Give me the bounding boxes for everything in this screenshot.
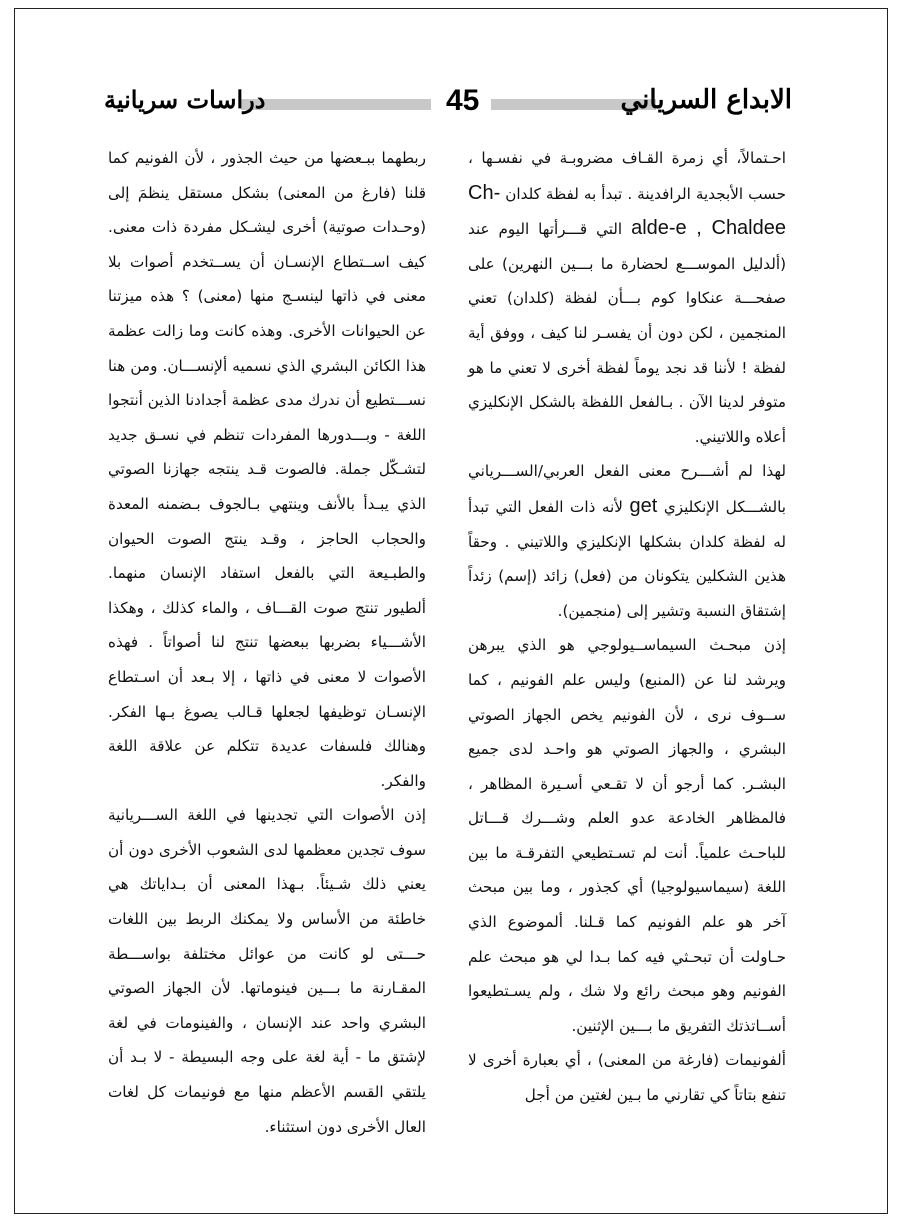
paragraph (108, 798, 426, 1144)
page-header (96, 80, 792, 124)
paragraph (468, 628, 786, 1043)
text-run: لهذا لم أشـــرح معنى الفعل العربي/الســـرياني بالشـــكل الإنكليزي (468, 462, 787, 516)
header-rule-left (241, 99, 431, 110)
journal-title: الابداع السرياني (620, 85, 792, 115)
section-title: دراسات سريانية (104, 85, 266, 114)
paragraph (468, 454, 786, 628)
text-run: لأنه ذات الفعل التي تبدأ له لفظة كلدان بشكلها الإنكليزي واللاتيني . وحقاً هذين الشكلين يتكونان من (فعل) زائد (إسم) زئداً إشتقاق النسبة وتشير إلى (منجمين). (468, 497, 786, 620)
text-run: التي قـــرأتها اليوم عند (ألدليل الموســـع لحضارة ما بـــين النهرين) على صفحـــة عنكاوا كوم بـــأن لفظة (كلدان) تعني المنجمين ، لكن دون أن يفسـر لنا كيف ، ووفق أية لفظة ! لأننا قد نجد يوماً لفظة أخرى لا تعني ما هو متوفر لدينا الآن . بـالفعل اللفظة بالشكل الإنكليزي أعلاه واللاتيني. (468, 220, 786, 446)
text-run: ربطهما ببـعضها من حيث الجذور ، لأن الفونيم كما قلنا (فارغ من المعنى) بشكل مستقل ينظمَ إلى (وحـدات صوتية) أخرى ليشـكل مفردة ذات معنى. كيف اســتطاع الإنسـان أن يســتخدم أصوات بلا معنى في ذاتها لينسـج منها (معنى) ؟ هذه ميزتنا عن الحيوانات الأخرى. وهذه كانت وما زالت عظمة هذا الكائن البشري الذي نسميه ألإنســـان. ومن هنا نســـتطيع أن ندرك مدى عظمة أجدادنا الذين أنتجوا اللغة - وبـــدورها المفردات تنظم في نسـق جديد لتشـكّل جملة. فالصوت قـد ينتجه جهازنا الصوتي الذي يبـدأ بالأنف وينتهي بـالجوف بـضمنه المعدة والحجاب الحاجز ، وقـد ينتج الصوت الحيوان والطبـيعة التي بالفعل استفاد الإنسان منهما. ألطيور تنتج صوت القـــاف ، والماء كذلك ، وهكذا الأشـــياء بضربها ببعضها تنتج لنا أصواتاً . فهذه الأصوات لا معنى في ذاتها ، إلا بـعد أن اسـتطاع الإنسـان توظيفها لجعلها قـالب يصوغ بـها الفكر. وهنالك فلسفات عديدة تتكلم عن علاقة اللغة والفكر. (108, 149, 426, 790)
text-run: إذن مبحـث السيماســيولوجي هو الذي يبرهن ويرشد لنا عن (المنبع) وليس علم الفونيم ، كما ســوف نرى ، لأن الفونيم يخص الجهاز الصوتي البشري ، والجهاز الصوتي هو واحـد لدى جميع البشـر. كما أرجو أن لا تقـعي أسـيرة المظاهر ، فالمظاهر الخادعة عدو العلم وشـــرك قـــاتل للباحـث علمياً. أنت لم تسـتطيعي التفرقـة ما بين اللغة (سيماسيولوجيا) أي كجذور ، وما بين مبحث آخر هو علم الفونيم كما قـلنا. ألموضوع الذي حـاولت أن تبحـثي فيه كما بـدا لي هو مبحث علم الفونيم وهو مبحث رائع ولا شك ، ولم يسـتطيعوا أســاتذتك التفريق ما بـــين الإثنين. (468, 636, 786, 1035)
text-run: إذن الأصوات التي تجدينها في اللغة الســـريانية سوف تجدين معظمها لدى الشعوب الأخرى دون أن يعني ذلك شـيئاً. بـهذا المعنى أن بـداياتك هي خاطئة من الأساس ولا يمكنك الربط بين اللغات حـــتى لو كانت من عوائل مختلفة بواســـطة المقـارنة ما بـــين فينوماتها. لأن الجهاز الصوتي البشري واحد عند الإنسان ، والفينومات في لغة لإشتق ما - أية لغة على وجه البسيطة - لا بـد أن يلتقي القسم الأعظم منها مع فونيمات كل لغات العال الأخرى دون استثناء. (108, 806, 426, 1136)
latin-term: get (629, 494, 658, 517)
page-number: 45 (446, 84, 480, 117)
paragraph (468, 141, 786, 454)
text-run: ألفونيمات (فارغة من المعنى) ، أي بعبارة أخرى لا تنفع بتاتاً كي تقارني ما بـين لغتين من أجل (468, 1051, 786, 1105)
paragraph (108, 141, 426, 798)
right-column (468, 141, 786, 1113)
latin-term: Ch-alde-e , Chaldee (468, 181, 786, 240)
left-column (108, 141, 426, 1144)
paragraph (468, 1043, 786, 1112)
text-run: احـتمالاً، أي زمرة القـاف مضروبـة في نفسـها ، حسب الأبجدية الرافدينة . تبدأ به لفظة كلدان (468, 149, 786, 203)
